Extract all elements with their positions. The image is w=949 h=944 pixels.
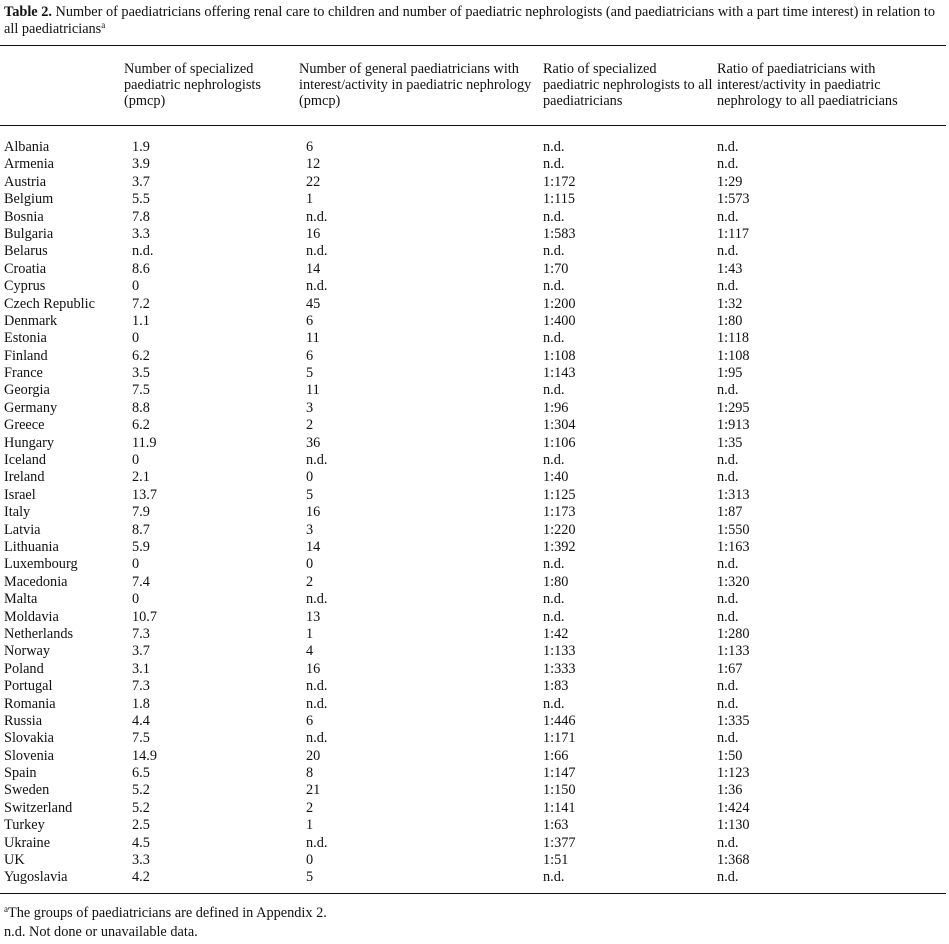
cell-general-ratio: 1:50: [717, 747, 743, 764]
cell-country: Bosnia: [4, 208, 44, 225]
cell-specialized-count: 8.6: [132, 260, 150, 277]
cell-country: Slovenia: [4, 747, 55, 764]
cell-specialized-count: 6.5: [132, 765, 150, 782]
header-general-ratio: Ratio of paediatricians with interest/activity in paediatric nephrology to all paediatricians: [717, 61, 898, 109]
cell-specialized-ratio: n.d.: [543, 278, 565, 295]
table-caption: [4, 4, 939, 38]
cell-specialized-ratio: 1:70: [543, 260, 569, 277]
cell-general-count: n.d.: [306, 678, 328, 695]
cell-general-count: 36: [306, 434, 321, 451]
cell-specialized-ratio: 1:108: [543, 347, 576, 364]
cell-specialized-ratio: n.d.: [543, 695, 565, 712]
cell-specialized-count: 3.5: [132, 365, 150, 382]
cell-specialized-count: n.d.: [132, 243, 154, 260]
cell-country: Russia: [4, 712, 43, 729]
cell-country: Luxembourg: [4, 556, 78, 573]
cell-country: Bulgaria: [4, 225, 54, 242]
cell-specialized-ratio: n.d.: [543, 869, 565, 886]
cell-general-count: n.d.: [306, 695, 328, 712]
cell-general-count: 22: [306, 173, 321, 190]
caption-footnote-mark: a: [101, 20, 106, 30]
cell-general-count: 4: [306, 643, 314, 660]
cell-general-ratio: n.d.: [717, 556, 739, 573]
cell-specialized-count: 7.5: [132, 382, 150, 399]
cell-specialized-ratio: 1:115: [543, 191, 576, 208]
cell-general-ratio: n.d.: [717, 156, 739, 173]
cell-general-count: 5: [306, 486, 314, 503]
cell-country: France: [4, 365, 43, 382]
cell-specialized-count: 5.5: [132, 191, 150, 208]
cell-specialized-ratio: 1:171: [543, 730, 576, 747]
top-rule: [0, 45, 946, 46]
cell-country: Armenia: [4, 156, 55, 173]
cell-general-count: n.d.: [306, 591, 328, 608]
cell-general-count: 5: [306, 365, 314, 382]
cell-general-ratio: n.d.: [717, 278, 739, 295]
table-row: [0, 435, 946, 452]
cell-specialized-count: 3.7: [132, 643, 150, 660]
cell-specialized-ratio: 1:333: [543, 660, 576, 677]
table-row: [0, 522, 946, 539]
cell-country: Ireland: [4, 469, 45, 486]
cell-specialized-count: 5.9: [132, 538, 150, 555]
cell-general-ratio: 1:163: [717, 538, 750, 555]
cell-country: Poland: [4, 660, 44, 677]
cell-general-count: 16: [306, 660, 321, 677]
cell-specialized-count: 0: [132, 591, 140, 608]
cell-specialized-count: 5.2: [132, 799, 150, 816]
cell-general-ratio: n.d.: [717, 834, 739, 851]
cell-specialized-count: 2.5: [132, 817, 150, 834]
cell-general-count: 6: [306, 139, 314, 155]
cell-general-count: 13: [306, 608, 321, 625]
cell-specialized-ratio: 1:63: [543, 817, 569, 834]
cell-specialized-count: 0: [132, 556, 140, 573]
cell-country: Malta: [4, 591, 38, 608]
table-row: [0, 556, 946, 573]
cell-general-ratio: 1:32: [717, 295, 743, 312]
cell-specialized-ratio: 1:133: [543, 643, 576, 660]
cell-country: Israel: [4, 486, 36, 503]
table-row: [0, 504, 946, 521]
cell-specialized-ratio: 1:173: [543, 504, 576, 521]
cell-general-ratio: n.d.: [717, 591, 739, 608]
footnote-nd: n.d. Not done or unavailable data.: [4, 924, 198, 940]
cell-general-ratio: 1:913: [717, 417, 750, 434]
header-specialized-ratio: Ratio of specialized paediatric nephrologists to all paediatricians: [543, 61, 713, 109]
cell-specialized-count: 8.7: [132, 521, 150, 538]
cell-general-count: 5: [306, 869, 314, 886]
cell-general-ratio: 1:320: [717, 573, 750, 590]
cell-country: Yugoslavia: [4, 869, 68, 886]
cell-specialized-ratio: 1:446: [543, 712, 576, 729]
cell-general-ratio: n.d.: [717, 469, 739, 486]
table-row: [0, 748, 946, 765]
cell-specialized-ratio: 1:96: [543, 399, 569, 416]
cell-country: Albania: [4, 139, 50, 155]
cell-country: Portugal: [4, 678, 53, 695]
cell-country: Croatia: [4, 260, 47, 277]
cell-specialized-ratio: 1:80: [543, 573, 569, 590]
cell-country: Denmark: [4, 312, 58, 329]
cell-country: Finland: [4, 347, 48, 364]
table-row: [0, 591, 946, 608]
cell-country: Iceland: [4, 452, 47, 469]
table-row: [0, 469, 946, 486]
cell-specialized-count: 7.3: [132, 678, 150, 695]
cell-general-ratio: 1:130: [717, 817, 750, 834]
cell-country: Hungary: [4, 434, 55, 451]
cell-country: Sweden: [4, 782, 50, 799]
cell-country: Czech Republic: [4, 295, 95, 312]
cell-general-count: 16: [306, 504, 321, 521]
cell-general-ratio: 1:117: [717, 225, 750, 242]
cell-general-count: 3: [306, 521, 314, 538]
cell-general-count: 8: [306, 765, 314, 782]
table-row: [0, 765, 946, 782]
cell-general-ratio: 1:43: [717, 260, 743, 277]
cell-general-count: 6: [306, 712, 314, 729]
cell-general-count: 0: [306, 469, 314, 486]
cell-specialized-count: 7.2: [132, 295, 150, 312]
cell-general-count: n.d.: [306, 208, 328, 225]
cell-country: Romania: [4, 695, 56, 712]
cell-general-count: 14: [306, 260, 321, 277]
header-specialized-count: Number of specialized paediatric nephrologists (pmcp): [124, 61, 261, 109]
table-row: [0, 348, 946, 365]
cell-specialized-ratio: 1:83: [543, 678, 569, 695]
cell-specialized-ratio: n.d.: [543, 330, 565, 347]
cell-specialized-count: 1.1: [132, 312, 150, 329]
cell-general-count: 6: [306, 312, 314, 329]
cell-country: Turkey: [4, 817, 45, 834]
cell-general-ratio: 1:29: [717, 173, 743, 190]
cell-specialized-ratio: n.d.: [543, 452, 565, 469]
cell-specialized-ratio: 1:200: [543, 295, 576, 312]
cell-general-ratio: n.d.: [717, 730, 739, 747]
cell-country: Ukraine: [4, 834, 51, 851]
cell-specialized-count: 0: [132, 278, 140, 295]
table-row: [0, 609, 946, 626]
cell-general-count: n.d.: [306, 243, 328, 260]
cell-general-ratio: 1:36: [717, 782, 743, 799]
cell-general-count: 0: [306, 852, 314, 869]
header-rule: [0, 125, 946, 126]
cell-general-ratio: 1:335: [717, 712, 750, 729]
table-body: [0, 139, 946, 887]
cell-general-count: 2: [306, 573, 314, 590]
table-label: Table 2.: [4, 4, 52, 20]
table-row: [0, 156, 946, 173]
cell-specialized-count: 2.1: [132, 469, 150, 486]
table-row: [0, 313, 946, 330]
cell-specialized-ratio: 1:42: [543, 625, 569, 642]
cell-specialized-ratio: n.d.: [543, 156, 565, 173]
cell-specialized-count: 0: [132, 330, 140, 347]
cell-general-ratio: 1:313: [717, 486, 750, 503]
cell-specialized-count: 1.9: [132, 139, 150, 155]
cell-general-ratio: n.d.: [717, 695, 739, 712]
cell-specialized-count: 3.7: [132, 173, 150, 190]
cell-specialized-ratio: n.d.: [543, 608, 565, 625]
cell-general-count: 14: [306, 538, 321, 555]
cell-country: UK: [4, 852, 25, 869]
cell-specialized-ratio: 1:125: [543, 486, 576, 503]
cell-general-count: 11: [306, 330, 320, 347]
cell-specialized-count: 4.2: [132, 869, 150, 886]
cell-general-count: n.d.: [306, 834, 328, 851]
table-row: [0, 539, 946, 556]
cell-specialized-count: 11.9: [132, 434, 157, 451]
table-row: [0, 574, 946, 591]
cell-general-ratio: 1:295: [717, 399, 750, 416]
cell-general-ratio: 1:108: [717, 347, 750, 364]
cell-specialized-ratio: n.d.: [543, 591, 565, 608]
cell-country: Lithuania: [4, 538, 59, 555]
table-row: [0, 782, 946, 799]
cell-general-count: 0: [306, 556, 314, 573]
cell-specialized-count: 4.5: [132, 834, 150, 851]
table-row: [0, 452, 946, 469]
cell-general-ratio: 1:35: [717, 434, 743, 451]
cell-country: Norway: [4, 643, 51, 660]
cell-specialized-ratio: 1:150: [543, 782, 576, 799]
cell-specialized-count: 4.4: [132, 712, 150, 729]
table-row: [0, 365, 946, 382]
cell-general-count: 20: [306, 747, 321, 764]
cell-general-ratio: n.d.: [717, 678, 739, 695]
cell-country: Cyprus: [4, 278, 46, 295]
cell-specialized-count: 14.9: [132, 747, 158, 764]
cell-specialized-ratio: n.d.: [543, 139, 565, 155]
cell-general-count: 2: [306, 417, 314, 434]
cell-country: Spain: [4, 765, 37, 782]
cell-specialized-count: 3.1: [132, 660, 150, 677]
footnote-a-text: The groups of paediatricians are defined in Appendix 2.: [8, 905, 327, 921]
cell-general-ratio: 1:280: [717, 625, 750, 642]
cell-general-ratio: 1:550: [717, 521, 750, 538]
cell-specialized-count: 7.3: [132, 625, 150, 642]
cell-specialized-count: 1.8: [132, 695, 150, 712]
cell-general-count: 1: [306, 625, 314, 642]
table-row: [0, 678, 946, 695]
cell-country: Macedonia: [4, 573, 68, 590]
cell-general-count: 21: [306, 782, 321, 799]
table-row: [0, 713, 946, 730]
cell-country: Greece: [4, 417, 45, 434]
cell-specialized-count: 0: [132, 452, 140, 469]
cell-general-ratio: 1:133: [717, 643, 750, 660]
table-row: [0, 487, 946, 504]
cell-specialized-ratio: n.d.: [543, 208, 565, 225]
cell-specialized-ratio: 1:141: [543, 799, 576, 816]
table-row: [0, 296, 946, 313]
cell-country: Austria: [4, 173, 47, 190]
cell-specialized-count: 6.2: [132, 347, 150, 364]
cell-specialized-count: 13.7: [132, 486, 158, 503]
cell-specialized-count: 7.9: [132, 504, 150, 521]
cell-general-ratio: 1:80: [717, 312, 743, 329]
table-row: [0, 243, 946, 260]
cell-specialized-ratio: 1:400: [543, 312, 576, 329]
bottom-rule: [0, 893, 946, 894]
table-row: [0, 191, 946, 208]
cell-specialized-count: 8.8: [132, 399, 150, 416]
cell-general-ratio: n.d.: [717, 452, 739, 469]
cell-general-ratio: n.d.: [717, 243, 739, 260]
cell-general-count: 45: [306, 295, 321, 312]
cell-general-ratio: 1:118: [717, 330, 750, 347]
table-row: [0, 661, 946, 678]
cell-specialized-ratio: 1:304: [543, 417, 576, 434]
cell-country: Netherlands: [4, 625, 74, 642]
cell-specialized-count: 7.4: [132, 573, 150, 590]
table-row: [0, 417, 946, 434]
cell-specialized-ratio: n.d.: [543, 382, 565, 399]
cell-general-count: 12: [306, 156, 321, 173]
cell-country: Italy: [4, 504, 31, 521]
cell-general-count: 2: [306, 799, 314, 816]
cell-specialized-ratio: 1:40: [543, 469, 569, 486]
cell-specialized-count: 3.9: [132, 156, 150, 173]
cell-general-count: 3: [306, 399, 314, 416]
cell-country: Germany: [4, 399, 58, 416]
table-row: [0, 800, 946, 817]
cell-specialized-ratio: 1:51: [543, 852, 569, 869]
cell-general-count: 1: [306, 817, 314, 834]
table-row: [0, 226, 946, 243]
table-row: [0, 835, 946, 852]
table-row: [0, 626, 946, 643]
cell-specialized-count: 6.2: [132, 417, 150, 434]
cell-general-ratio: 1:87: [717, 504, 743, 521]
cell-specialized-ratio: 1:66: [543, 747, 569, 764]
cell-country: Georgia: [4, 382, 50, 399]
cell-specialized-count: 7.8: [132, 208, 150, 225]
cell-general-count: 1: [306, 191, 314, 208]
header-general-count: Number of general paediatricians with interest/activity in paediatric nephrology (pmcp): [299, 61, 532, 109]
cell-country: Belarus: [4, 243, 48, 260]
cell-general-ratio: n.d.: [717, 382, 739, 399]
cell-specialized-ratio: 1:392: [543, 538, 576, 555]
cell-country: Latvia: [4, 521, 41, 538]
footnote-a: [4, 905, 327, 922]
cell-country: Switzerland: [4, 799, 73, 816]
cell-specialized-ratio: 1:220: [543, 521, 576, 538]
cell-specialized-ratio: n.d.: [543, 556, 565, 573]
cell-general-count: 6: [306, 347, 314, 364]
cell-country: Belgium: [4, 191, 54, 208]
cell-specialized-count: 7.5: [132, 730, 150, 747]
cell-general-count: n.d.: [306, 730, 328, 747]
cell-general-count: n.d.: [306, 452, 328, 469]
table-row: [0, 382, 946, 399]
cell-country: Moldavia: [4, 608, 59, 625]
table-row: [0, 174, 946, 191]
cell-general-ratio: 1:424: [717, 799, 750, 816]
cell-specialized-ratio: 1:143: [543, 365, 576, 382]
cell-specialized-count: 3.3: [132, 225, 150, 242]
cell-general-count: 11: [306, 382, 320, 399]
cell-general-ratio: n.d.: [717, 139, 739, 155]
cell-specialized-count: 10.7: [132, 608, 158, 625]
cell-general-ratio: 1:95: [717, 365, 743, 382]
cell-general-ratio: n.d.: [717, 869, 739, 886]
cell-general-ratio: 1:67: [717, 660, 743, 677]
cell-specialized-count: 3.3: [132, 852, 150, 869]
caption-text: Number of paediatricians offering renal care to children and number of paediatric nephrologists (and paediatricians with a part time interest) in relation to all paediatricians: [4, 4, 935, 37]
cell-specialized-ratio: 1:172: [543, 173, 576, 190]
table-row: [0, 139, 946, 156]
table-row: [0, 643, 946, 660]
cell-general-count: 16: [306, 225, 321, 242]
table-row: [0, 261, 946, 278]
cell-country: Slovakia: [4, 730, 55, 747]
table-row: [0, 330, 946, 347]
table-row: [0, 209, 946, 226]
cell-general-ratio: 1:368: [717, 852, 750, 869]
footnote-a-mark: a: [4, 904, 8, 914]
cell-country: Estonia: [4, 330, 47, 347]
table-row: [0, 278, 946, 295]
cell-general-ratio: n.d.: [717, 608, 739, 625]
table-row: [0, 730, 946, 747]
cell-general-count: n.d.: [306, 278, 328, 295]
cell-general-ratio: 1:573: [717, 191, 750, 208]
cell-specialized-ratio: n.d.: [543, 243, 565, 260]
table-row: [0, 696, 946, 713]
cell-specialized-ratio: 1:377: [543, 834, 576, 851]
cell-specialized-ratio: 1:106: [543, 434, 576, 451]
cell-specialized-ratio: 1:147: [543, 765, 576, 782]
table-row: [0, 400, 946, 417]
table-row: [0, 852, 946, 869]
table-row: [0, 817, 946, 834]
table-row: [0, 869, 946, 886]
cell-specialized-ratio: 1:583: [543, 225, 576, 242]
cell-specialized-count: 5.2: [132, 782, 150, 799]
cell-general-ratio: 1:123: [717, 765, 750, 782]
cell-general-ratio: n.d.: [717, 208, 739, 225]
